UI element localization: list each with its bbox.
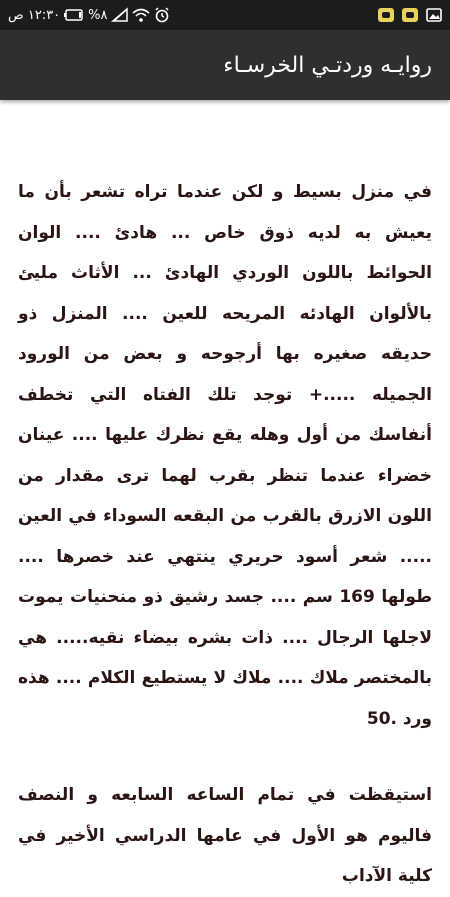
notification-app-icon (378, 8, 394, 22)
story-content[interactable] (0, 100, 450, 886)
story-paragraph: في منزل بسيط و لكن عندما تراه تشعر بأن ما يعيش به لديه ذوق خاص ... هادئ .... الوان الحوائط باللون الوردي الهادئ ... الأثاث مليئ بالألوان الهادئه المريحه للعين .... المنزل ذو حديقه صغيره بها أرجوحه و بعض من الورود الجميله .....+ توجد تلك الفتاه التي تخطف أنفاسك من أول وهله يقع نظرك عليها .... عينان خضراء عندما تنظر بقرب لهما ترى مقدار من اللون الازرق بالقرب من البقعه السوداء في العين ..... شعر أسود حريري ينتهي عند خصرها .... طولها 169 سم .... جسد رشيق ذو منحنيات يموت لاجلها الرجال .... ذات بشره بيضاء نقيه..... هي بالمختصر ملاك .... ملاك لا يستطيع الكلام .... هذه ورد .50 (18, 182, 432, 729)
battery-icon (64, 9, 84, 21)
notification-app-icon (402, 8, 418, 22)
app-bar (0, 30, 450, 100)
battery-percent: %٨ (88, 7, 108, 23)
app-title: روايـه وردتـي الخرسـاء (223, 52, 432, 78)
image-icon (426, 8, 442, 22)
status-left-group (8, 0, 170, 30)
status-time: ١٢:٣٠ ص (8, 7, 61, 23)
status-right-group (378, 0, 442, 30)
alarm-icon (154, 7, 170, 23)
status-bar (0, 0, 450, 30)
wifi-icon (132, 8, 150, 22)
story-paragraph: استيقظت في تمام الساعه السابعه و النصف فاليوم هو الأول في عامها الدراسي الأخير في كلية الآداب (18, 785, 432, 886)
signal-icon (112, 8, 128, 22)
